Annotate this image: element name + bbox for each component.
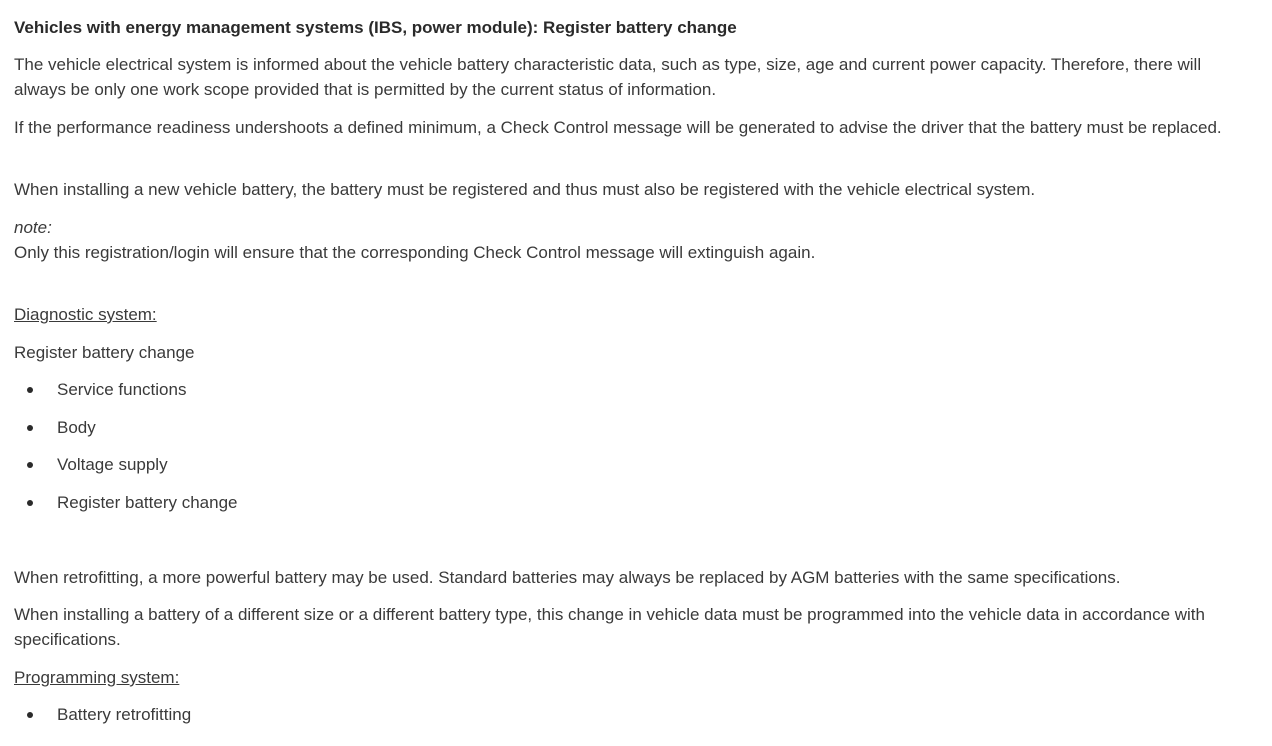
programming-system-label: Programming system:: [14, 668, 180, 687]
page-title: Vehicles with energy management systems (IBS, power module): Register battery change: [14, 18, 737, 37]
note-label: note:: [14, 218, 52, 237]
list-item: [14, 702, 1214, 727]
paragraph-check-control: If the performance readiness undershoots a defined minimum, a Check Control message will be generated to advise the driver that the battery must be replaced.: [14, 118, 1222, 137]
bullet-icon: [27, 425, 33, 431]
note-text: Only this registration/login will ensure that the corresponding Check Control message will extinguish again.: [14, 243, 816, 262]
list-item-label: Battery retrofitting: [57, 705, 192, 724]
list-item: [14, 452, 1214, 477]
bullet-icon: [27, 387, 33, 393]
list-item: [14, 490, 1214, 515]
list-item-label: Register battery change: [57, 493, 238, 512]
bullet-icon: [27, 500, 33, 506]
diagnostic-system-label: Diagnostic system:: [14, 305, 157, 324]
list-item-label: Body: [57, 418, 96, 437]
diagnostic-intro: Register battery change: [14, 343, 195, 362]
list-item-label: Service functions: [57, 380, 187, 399]
list-item: [14, 415, 1214, 440]
paragraph-register-battery: When installing a new vehicle battery, the battery must be registered and thus must also be registered with the vehicle electrical system.: [14, 180, 1036, 199]
paragraph-battery-data: The vehicle electrical system is informed about the vehicle battery characteristic data, such as type, size, age and current power capacity. Therefore, there will always be only one work scope provided that is permitted by the current status of information.: [14, 55, 1202, 99]
bullet-icon: [27, 712, 33, 718]
paragraph-different-battery: When installing a battery of a different size or a different battery type, this change in vehicle data must be programmed into the vehicle data in accordance with specifications.: [14, 605, 1205, 649]
bullet-icon: [27, 462, 33, 468]
paragraph-retrofitting: When retrofitting, a more powerful battery may be used. Standard batteries may always be replaced by AGM batteries with the same specifications.: [14, 568, 1121, 587]
list-item: [14, 377, 1214, 402]
list-item-label: Voltage supply: [57, 455, 168, 474]
